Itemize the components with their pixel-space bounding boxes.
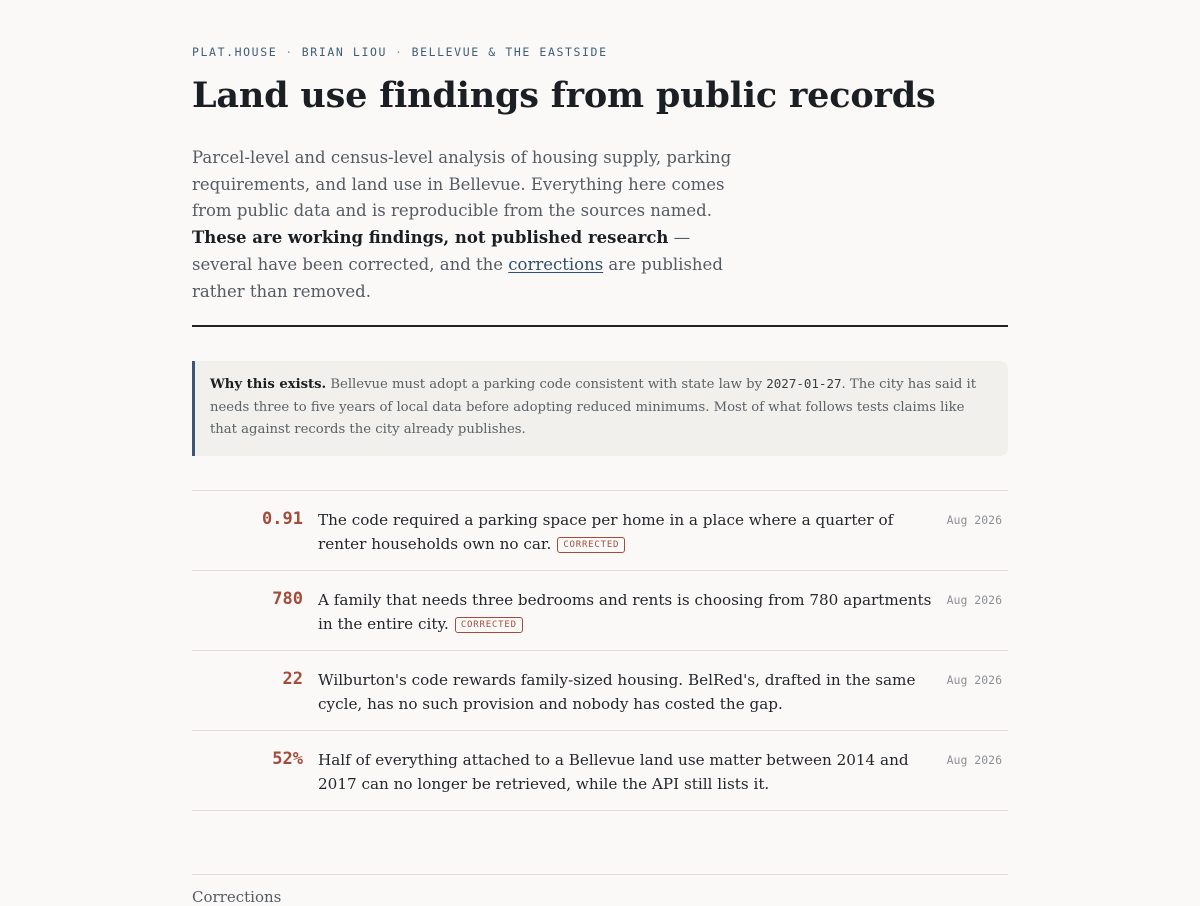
page-title: Land use findings from public records (192, 75, 936, 116)
intro-text: Parcel-level and census-level analysis of housing supply, parking requirements, and land use in Bellevue. Everything here comes from public data and is reproducible from the sources named. (192, 148, 732, 221)
kicker-separator: · (285, 45, 294, 59)
callout-text: . The city has said it needs three to five years of local data before adopting reduced minimums. Most of what follows tests claims like that against records the city already publishes. (210, 377, 977, 438)
footer-section-heading: Corrections (192, 888, 282, 906)
finding-summary[interactable]: A family that needs three bedrooms and rents is choosing from 780 apartments in the entire city. (318, 590, 932, 633)
footer-divider (192, 874, 1008, 875)
finding-text (318, 508, 932, 556)
corrected-badge: CORRECTED (557, 537, 625, 553)
finding-row[interactable] (192, 571, 1008, 651)
findings-list (192, 490, 1008, 811)
corrections-link[interactable]: corrections (508, 254, 604, 274)
why-callout (192, 361, 1008, 456)
intro-emphasis: These are working findings, not published research (192, 228, 669, 248)
finding-date: Aug 2026 (946, 592, 1002, 607)
callout-text: Bellevue must adopt a parking code consistent with state law by (326, 377, 767, 393)
finding-stat: 52% (272, 748, 303, 769)
finding-date: Aug 2026 (946, 672, 1002, 687)
finding-summary[interactable]: The code required a parking space per home in a place where a quarter of renter households own no car. (318, 510, 894, 553)
header-divider (192, 325, 1008, 327)
finding-summary[interactable]: Wilburton's code rewards family-sized housing. BelRed's, drafted in the same cycle, has no such provision and nobody has costed the gap. (318, 670, 916, 713)
kicker-separator: · (395, 45, 404, 59)
page (192, 0, 1008, 811)
finding-date: Aug 2026 (946, 752, 1002, 767)
finding-text (318, 668, 932, 716)
kicker-region: BELLEVUE & THE EASTSIDE (411, 45, 608, 59)
finding-text (318, 748, 932, 796)
finding-row[interactable] (192, 651, 1008, 731)
finding-row[interactable] (192, 491, 1008, 571)
intro-text: — several have been corrected, and the (192, 228, 691, 274)
site-kicker (192, 44, 1008, 60)
intro-paragraph (192, 145, 744, 305)
corrected-badge: CORRECTED (455, 617, 523, 633)
finding-stat: 780 (272, 588, 303, 609)
kicker-author: BRIAN LIOU (301, 45, 388, 59)
finding-row[interactable] (192, 731, 1008, 811)
finding-text (318, 588, 932, 636)
finding-summary[interactable]: Half of everything attached to a Bellevue land use matter between 2014 and 2017 can no longer be retrieved, while the API still lists it. (318, 750, 909, 793)
intro-text: are published rather than removed. (192, 254, 723, 301)
callout-lead: Why this exists. (210, 377, 327, 393)
deadline-date: 2027-01-27 (766, 376, 842, 392)
finding-date: Aug 2026 (946, 512, 1002, 527)
finding-stat: 22 (282, 668, 303, 689)
kicker-site[interactable]: PLAT.HOUSE (192, 45, 278, 59)
finding-stat: 0.91 (262, 508, 303, 529)
